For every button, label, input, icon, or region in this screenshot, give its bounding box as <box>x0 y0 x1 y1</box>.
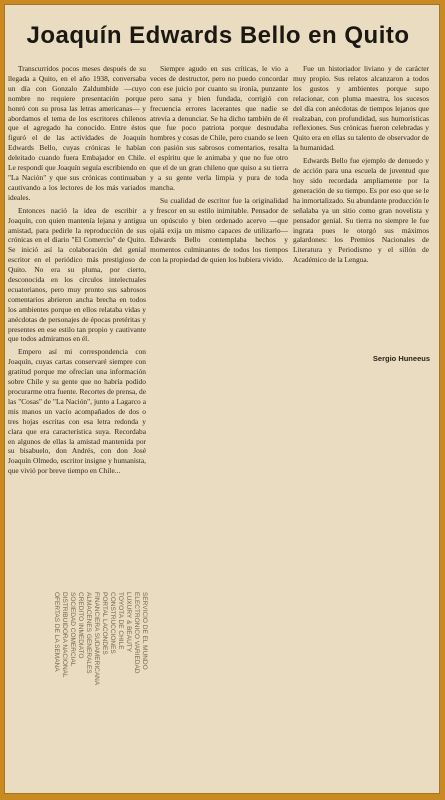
paragraph: Edwards Bello fue ejemplo de denuedo y de acción para una escuela de juventud que hoy sido recordada ampliamente por la generación de su tiempo. Es por eso que se le ha inmortalizado. Su abundante producción le señalaba ya un sitio como gran novelista y pensador genial. Su tierra no siempre le fue ingrata pues le otorgó sus máximos galardones: los Premios Nacionales de Literatura y Periodismo y el sillón de Académico de la Lengua. <box>293 156 429 265</box>
paragraph: Siempre agudo en sus críticas, le vio a veces de destructor, pero no puedo concordar con ese juicio por cuanto su ironía, punzante pero sana y bien fundada, corrigió con frecuencia errores lacerantes que nadie se atrevía a denunciar. Se ha dicho también de él que fue poco patriota porque desnudaba hombres y cosas de Chile, pero cuando se leen con pasión sus sabrosos comentarios, resalta el espíritu que le animaba y que no fue otro que el de un gran chileno que quiso a su tierra y a su gente verla limpia y pura de toda mancha. <box>150 64 288 192</box>
article-column-2 <box>150 64 288 336</box>
article-column-3 <box>293 64 429 360</box>
bleed-line: ALMACENES GENERALES <box>85 592 92 674</box>
bleed-line: CREDITO INMEDIATO <box>77 592 84 659</box>
bleed-line: LUXURY & BEAUTY <box>125 592 132 653</box>
bleed-line: ELECTRONICO VARIEDAD <box>133 592 140 674</box>
bleed-line: SOCIEDAD COMERCIAL <box>69 592 76 667</box>
paragraph: Fue un historiador liviano y de carácter muy propio. Sus relatos alcanzaron a todos los gustos y ambientes porque supo relacionar, con pluma maestra, los sucesos del día con anécdotas de tiempos lejanos que realzaban, con profundidad, sus humorísticas reflexiones. Sus crónicas fueron celebradas y Quito era en ellas su talento de observador de la humanidad. <box>293 64 429 153</box>
bleed-line: DISTRIBUIDORA NACIONAL <box>61 592 68 678</box>
paragraph: Entonces nació la idea de escribir a Joaquín, con quien mantenía lejana y antigua amistad, para pedirle la reproducción de sus crónicas en el diario "El Comercio" de Quito. Se inició así la colaboración del genial escritor en el periódico más prestigioso de Quito. No era su pluma, por cierto, desconocida en los círculos intelectuales ecuatorianos, pero muy pronto sus sabrosos comentarios abrieron ancha brecha en todos los ambientes porque en ellos relataba vidas y anécdotas de personajes de épocas pretéritas y presentes en ese estilo tan propio y cautivante que todos admiramos en él. <box>8 205 146 344</box>
article-column-1 <box>8 64 146 584</box>
bleed-line: FINANCIERA SUDAMERICANA <box>93 592 100 686</box>
bleed-line: CONSTRUCCIONES <box>109 592 116 654</box>
bleed-line: OFERTAS DE LA SEMANA <box>53 592 60 672</box>
paragraph: Su cualidad de escritor fue la originalidad y frescor en su estilo inimitable. Pensador de un opúsculo y bien ordenado acervo —que ojalá exija un mismo capaces de utilizarlo— Edwards Bello contemplaba hechos y momentos culminantes de todos los tiempos con la propiedad de quien los hubiera vivido. <box>150 195 288 265</box>
bleed-line: SERVICIO DE EL MUNDO <box>141 592 148 670</box>
bleed-line: TOYOTA DE CHILE <box>117 592 124 650</box>
bleed-through-advertising <box>8 592 148 788</box>
author-signature: Sergio Huneeus <box>372 354 430 363</box>
bleed-line: PORTAL LACONDES <box>101 592 108 655</box>
paragraph: Empero así mi correspondencia con Joaquín, cuyas cartas conservaré siempre con gratitud porque me ofrecían una información sobre Chile y su gente que no habría podido procurarme otra fuente. Recortes de prensa, de las "Cosas" de "La Nación", junto a Lagarco a mis manos un vacío acompañados de dos o tres hojas escritas con esa letra redonda y clara que era característica suya. Recordaba en algunos de ellas la amistad mantenida por su bisabuelo, don Andrés, con don José Joaquín Olmedo, escritor insigne y humanista, que vivió por breve tiempo en Chile... <box>8 347 146 476</box>
article-headline: Joaquín Edwards Bello en Quito <box>26 22 410 49</box>
paragraph: Transcurridos pocos meses después de su llegada a Quito, en el año 1938, conversaba un día con Gonzalo Zaldumbide —cuyo nombre no requiere presentación porque honró con su prosa las letras americanas— y abordamos el tema de los escritores chilenos que el agregado ha conocido. Entre éstos figuró el de las actividades de Joaquín Edwards Bello, cuyas crónicas le habían deleitado cuando fuera Embajador en Chile. Le respondí que Joaquín seguía escribiendo en "La Nación" y que sus crónicas continuaban cautivando a los lectores de los más variados ideales. <box>8 64 146 202</box>
